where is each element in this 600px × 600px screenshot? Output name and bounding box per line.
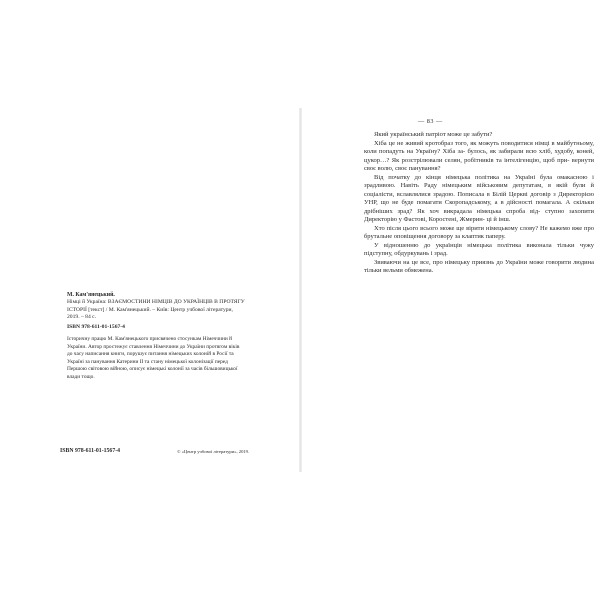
body-paragraph <box>364 259 594 276</box>
abstract-line: Україні за панування Катерини II та стану німецької колонізації перед <box>67 358 228 365</box>
catalog-title-line: ІСТОРІЇ [текст] / М. Кам'янецький. – Київ: Центр учбової літератури, <box>67 306 233 313</box>
body-line: У відношенню до українців німецька політика виконала <box>374 241 552 249</box>
abstract-line: України. Автор простежує ставлення Німеччини до України протягом віків <box>67 343 240 350</box>
abstract <box>67 336 287 382</box>
body-line: Пописала в Білій Церкві договір з Директорією УНР, що <box>364 190 595 206</box>
catalog-title-line: 2019. – 84 с. <box>67 313 97 320</box>
body-paragraph <box>364 140 594 174</box>
body-paragraph <box>364 174 594 225</box>
page-number: — 83 — <box>418 118 443 125</box>
catalog-isbn: ISBN 978-611-01-1567-4 <box>67 324 125 330</box>
body-line: клаптик паперу. <box>461 233 506 240</box>
body-line: Не кажемо вже про брутальне оповіщення договору за <box>364 224 595 240</box>
body-line: скільки дрібніших зрад? Як хоч викрадала німецька спроба від- <box>364 199 595 215</box>
body-line: може говорити людина тільки вельми обмежена. <box>364 258 594 274</box>
left-page <box>8 108 300 472</box>
body-line: ці й інш. <box>486 216 511 223</box>
body-line: Хіба це не живий кротобраз того, як можуть поводитися <box>374 139 533 147</box>
abstract-line: Першою світовою війною, описує німецькі колонії за часів більшовицької <box>67 366 238 373</box>
catalog-entry <box>67 292 287 321</box>
body-line: розстрілювали селян, робітників та інтелігенцію, щоб при- <box>401 156 570 164</box>
body-line: німці в майбутньому, коли попадуть на Україну? Хіба за- <box>364 139 595 155</box>
body-line: булось, як забирали всю хліб, худобу, коней, цукор…? Як <box>364 148 594 164</box>
body-line: тільки чужу підступну, обдуркувань і зрад. <box>364 241 595 257</box>
body-line: омакасною і зрадливою. Навіть Раду німецьким військовим <box>364 173 594 189</box>
copyright-notice: © «Центр учбової літератури», 2019. <box>177 449 250 454</box>
body-line: вернути своє волю, своє панування? <box>364 156 595 172</box>
body-line: Який український патріот може це забути? <box>374 131 493 138</box>
body-line: Хто після цього всього може ще вірити німецькому слову? <box>374 224 539 232</box>
catalog-title-line: Німці й Україна: ВЗАЄМОСТИНИ НІМЦІВ ДО УКРАЇНЦІВ В ПРОТЯГУ <box>67 299 245 306</box>
abstract-line: Історичну працю М. Кам'янецького присвячено стосункам Німеччини й <box>67 336 232 342</box>
body-paragraph <box>364 242 594 259</box>
body-text <box>364 131 594 276</box>
body-line: ступно захопити Директорію у Фастові, Коростені, Жмерин- <box>364 207 595 223</box>
body-line: не буде помагати Скоропадському, а в дійсності помагала. А <box>392 199 571 206</box>
isbn-bottom: ISBN 978-611-01-1567-4 <box>60 448 121 454</box>
abstract-line: влади тощо. <box>67 373 95 380</box>
body-paragraph <box>364 131 594 140</box>
body-paragraph <box>364 225 594 242</box>
body-line: Від початку до кінця німецька політика на Україні була <box>374 173 553 181</box>
body-line: депутатам, в якій були й соціалісти, вславлялися зрадою. <box>364 182 594 198</box>
abstract-line: до часу написання книги, порушує питання німецьких колоній в Росії та <box>67 351 234 358</box>
body-line: Звиваючи на це все, про німецьку приязнь до України <box>374 258 528 266</box>
catalog-author: М. Кам'янецький. <box>67 292 115 298</box>
